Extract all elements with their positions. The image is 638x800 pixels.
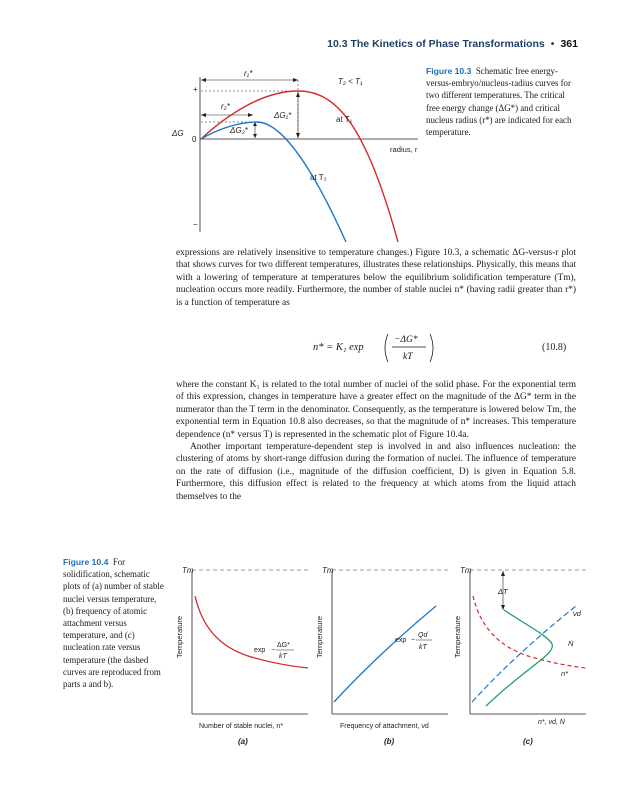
xlabel-c: n*, νd, Ṅ (538, 719, 565, 726)
cond-label: T₂ < T₁ (338, 77, 363, 86)
r2-star-label: r₂* (221, 102, 230, 111)
expr-a-neg: − (271, 647, 276, 654)
t1-label: at T₁ (336, 115, 353, 124)
eq-number: (10.8) (542, 342, 567, 353)
tag-b: (b) (384, 737, 395, 746)
eq-numerator: −ΔG* (394, 335, 418, 345)
expr-b-num: Qd (418, 632, 428, 639)
figure-10-4-caption (63, 556, 165, 690)
expr-a-den: kT (279, 653, 287, 660)
x-axis-label: radius, r (390, 145, 418, 154)
curve-vd-dashed (472, 606, 576, 702)
figure-10-3-text: Schematic free energy-versus-embryo/nucleus-radius curves for two different temperatures. The critical free energy change (ΔG*) and critical nucleus radius (r*) are indicated for each temperature. (426, 66, 572, 138)
curve-n-dot (486, 610, 552, 706)
curve-n-star (195, 596, 308, 668)
y-axis-minus: − (193, 220, 198, 229)
page-number: 361 (560, 38, 578, 50)
eq-lhs: n* = K₁ exp (313, 342, 364, 353)
figure-10-4-text: For solidification, schematic plots of (a) number of stable nuclei versus temperature, (b) frequency of atomic attachment versus temperature, and (c) nucleation rate versus temperature (the dashed curves are reproduced from parts a and b). (63, 557, 164, 690)
section-title: 10.3 The Kinetics of Phase Transformations (327, 38, 545, 50)
figure-10-4-label: Figure 10.4 (63, 557, 109, 567)
paragraph: Another important temperature-dependent step is involved in and also influences nucleation: the clustering of atoms by short-range diffusion during the formation of nuclei. The influence of temperature on the rate of diffusion (i.e., magnitude of the diffusion coefficient, D) is given in Equation 5.8. Furthermore, this diffusion effect is related to the frequency at which atoms from the liquid attach themselves to the (176, 442, 576, 502)
equation-10-8 (176, 328, 576, 368)
curve-vd (334, 606, 436, 702)
delta-t-label: ΔT (498, 587, 508, 596)
figure-10-4-plots (168, 556, 588, 756)
panel-a (175, 566, 308, 746)
expr-b: exp (395, 637, 407, 644)
xlabel-b: Frequency of attachment, νd (340, 723, 429, 730)
tm-label-b: Tm (322, 566, 334, 575)
dg2-star-label: ΔG₂* (230, 126, 248, 135)
n-star-label: n* (561, 669, 569, 678)
tm-label-a: Tm (182, 566, 194, 575)
curve-t2 (201, 122, 346, 242)
paragraph: expressions are relatively insensitive to temperature changes.) Figure 10.3, a schematic ΔG-versus-r plot that shows curves for two different temperatures, illustrates these relationships. Physically, this means that with a lowering of temperature at temperatures below the equilibrium solidification temperature (Tm), nucleation occurs more readily. Furthermore, the number of stable nuclei n* (having radii greater than r*) is a function of temperature as (176, 248, 576, 308)
figure-10-3-plot (170, 62, 420, 242)
eq-denominator: kT (403, 352, 413, 362)
r1-star-label: r₁* (244, 69, 253, 78)
n-dot-label: Ṅ (568, 639, 574, 648)
y-axis-label: ΔG (172, 129, 184, 138)
expr-b-den: kT (419, 644, 427, 651)
tag-a: (a) (238, 737, 248, 746)
t2-label: at T₂ (310, 173, 327, 182)
origin-label: 0 (192, 135, 197, 144)
body-paragraph-2 (176, 379, 576, 503)
figure-10-3-label: Figure 10.3 (426, 66, 472, 76)
dg1-star-label: ΔG₁* (274, 111, 292, 120)
expr-b-neg: − (411, 637, 416, 644)
curve-n-star-dashed (473, 596, 586, 668)
temperature-label-c: Temperature (453, 615, 462, 658)
vd-label: νd (573, 609, 581, 618)
expr-a: exp (254, 647, 266, 654)
body-paragraph-1 (176, 247, 576, 309)
temperature-label-a: Temperature (175, 615, 184, 658)
running-header (327, 38, 578, 50)
curve-t1 (201, 91, 398, 242)
y-axis-plus: + (193, 85, 198, 94)
panel-c (453, 566, 586, 746)
expr-a-num: ΔG* (277, 642, 290, 649)
temperature-label-b: Temperature (315, 615, 324, 658)
xlabel-a: Number of stable nuclei, n* (199, 723, 284, 730)
panel-b (315, 566, 448, 746)
tag-c: (c) (523, 737, 533, 746)
paragraph: where the constant K₁ is related to the total number of nuclei of the solid phase. For the exponential term of this expression, changes in temperature have a greater effect on the magnitude of the ΔG* term in the numerator than the T term in the denominator. Consequently, as the temperature is lowered below Tm, the exponential term in Equation 10.8 also decreases, so that the magnitude of n* increases. This temperature dependence (n* versus T) is represented in the schematic plot of Figure 10.4a. (176, 380, 576, 440)
figure-10-3-caption (426, 65, 576, 138)
tm-label-c: Tm (460, 566, 472, 575)
header-separator: • (550, 38, 555, 50)
